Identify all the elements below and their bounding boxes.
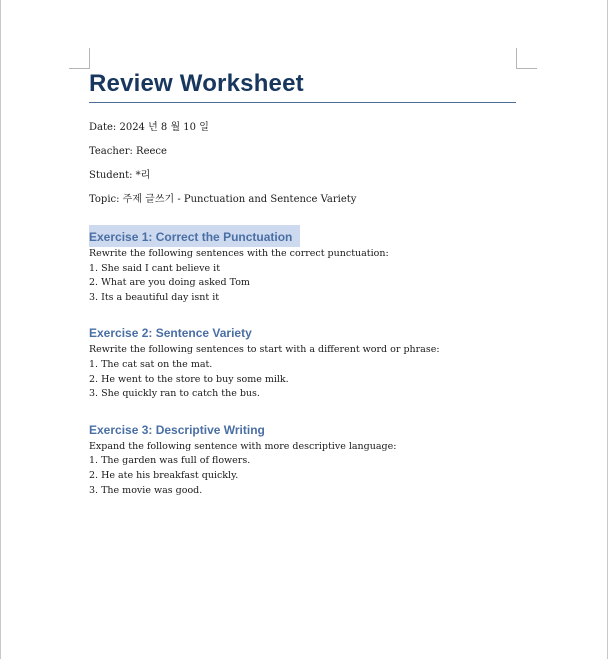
student-line[interactable]: Student: *리 [89,170,151,181]
teacher-line[interactable]: Teacher: Reece [89,146,167,157]
exercise-3-heading[interactable]: Exercise 3: Descriptive Writing [89,422,265,437]
exercise-1-section [89,226,516,305]
exercise-3-section [89,419,516,498]
exercise-2-heading[interactable]: Exercise 2: Sentence Variety [89,326,252,341]
exercise-1-heading[interactable]: Exercise 1: Correct the Punctuation [89,225,300,247]
exercise-1-item[interactable]: 3. Its a beautiful day isnt it [89,291,220,303]
exercise-1-instruction[interactable]: Rewrite the following sentences with the correct punctuation: [89,248,389,259]
exercise-3-item[interactable]: 2. He ate his breakfast quickly. [89,469,239,481]
exercise-2-item[interactable]: 1. The cat sat on the mat. [89,358,213,370]
exercise-3-item[interactable]: 1. The garden was full of flowers. [89,455,251,467]
document-body[interactable] [89,68,516,498]
exercise-1-item[interactable]: 1. She said I cant believe it [89,262,221,274]
exercise-2-item[interactable]: 2. He went to the store to buy some milk. [89,373,289,385]
topic-line[interactable]: Topic: 주제 글쓰기 - Punctuation and Sentence Variety [89,194,357,205]
exercise-2-item[interactable]: 3. She quickly ran to catch the bus. [89,388,260,400]
exercise-1-item[interactable]: 2. What are you doing asked Tom [89,277,250,289]
exercise-2-instruction[interactable]: Rewrite the following sentences to start with a different word or phrase: [89,344,440,356]
crop-mark-top-left [69,48,90,69]
exercise-2-section [89,322,516,401]
date-line[interactable]: Date: 2024 년 8 월 10 일 [89,122,209,133]
crop-mark-top-right [516,48,537,69]
exercise-3-item[interactable]: 3. The movie was good. [89,484,203,496]
exercise-3-instruction[interactable]: Expand the following sentence with more descriptive language: [89,440,397,452]
document-title[interactable]: Review Worksheet [89,68,516,103]
